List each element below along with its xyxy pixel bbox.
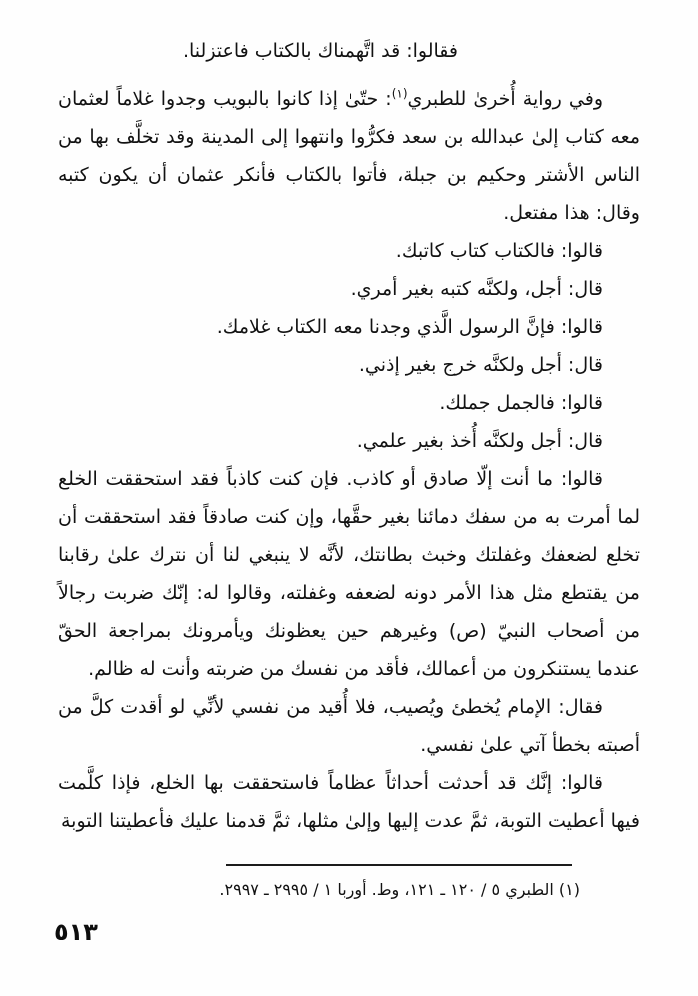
- paragraph-dialogue: قالوا: فإنَّ الرسول الَّذي وجدنا معه الكتاب غلامك.: [216, 316, 603, 338]
- footnote-section: [58, 864, 640, 902]
- footnote-divider: [226, 864, 572, 866]
- paragraph-dialogue: قال: أجل، ولكنَّه كتبه بغير أمري.: [350, 278, 603, 300]
- paragraph-dialogue: قالوا: فالجمل جملك.: [439, 392, 603, 414]
- paragraph-dialogue: قالوا: فالكتاب كتاب كاتبك.: [395, 240, 603, 262]
- page-number: ٥١٣: [54, 918, 98, 946]
- paragraph-text-before-marker: وفي رواية أُخرىٰ للطبري: [407, 88, 604, 110]
- paragraph-dialogue: قال: أجل ولكنَّه خرج بغير إذني.: [358, 354, 603, 376]
- paragraph-dialogue: قال: أجل ولكنَّه أُخذ بغير علمي.: [356, 430, 603, 452]
- paragraph-dialogue: قالوا: ما أنت إلّا صادق أو كاذب. فإن كنت كاذباً فقد استحققت الخلع لما أمرت به من سفك دمائنا بغير حقَّها، وإن كنت صادقاً فقد استحققت أن تخلع لضعفك وغفلتك وخبث بطانتك، لأنَّه لا ينبغي لنا أن نترك علىٰ رقابنا من يقتطع مثل هذا الأمر دونه لضعفه وغفلته، وقالوا له: إنّك ضربت رجالاً من أصحاب النبيّ (ص) وغيرهم حين يعظونك ويأمرونك بمراجعة الحقّ عندما يستنكرون من أعمالك، فأقد من نفسك من ضربته وأنت له ظالم.: [58, 468, 640, 680]
- footnote-text: (١) الطبري ٥ / ١٢٠ ـ ١٢١، وط. أوربا ١ / ٢٩٩٥ ـ ٢٩٩٧.: [219, 880, 580, 899]
- paragraph-dialogue: فقال: الإمام يُخطئ ويُصيب، فلا أُقيد من نفسي لأنِّي لو أقدت كلَّ من أصبته بخطأ آتي علىٰ نفسي.: [58, 696, 640, 756]
- body-text: [58, 32, 640, 840]
- paragraph-text-after-marker: : حتّىٰ إذا كانوا بالبويب وجدوا غلاماً لعثمان معه كتاب إلىٰ عبدالله بن سعد فكرُّوا وانتهوا إلى المدينة وقد تخلَّف بها من الناس الأشتر وحكيم بن جبلة، فأتوا بالكتاب فأنكر عثمان أن يكون كتبه وقال: هذا مفتعل.: [58, 88, 640, 224]
- paragraph-dialogue: فقالوا: قد اتَّهمناك بالكتاب فاعتزلنا.: [182, 40, 458, 62]
- footnote-marker: (١): [391, 86, 408, 101]
- paragraph-dialogue: قالوا: إنَّك قد أحدثت أحداثاً عظاماً فاستحققت بها الخلع، فإذا كلَّمت فيها أعطيت التوبة، ثمَّ عدت إليها وإلىٰ مثلها، ثمَّ قدمنا عليك فأعطيتنا التوبة: [58, 772, 640, 832]
- paragraph-narration: [58, 80, 640, 232]
